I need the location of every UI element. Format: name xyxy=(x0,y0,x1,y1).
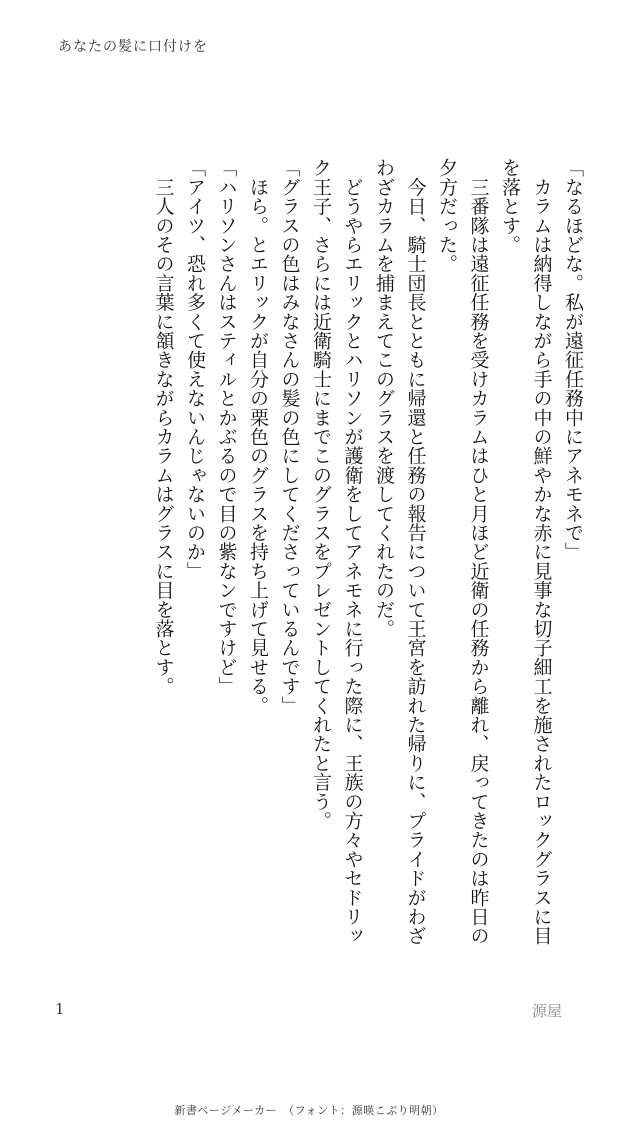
paragraph: 三人のその言葉に頷きながらカラムはグラスに目を落とす。 xyxy=(152,158,175,696)
running-title: あなたの髪に口付けを xyxy=(58,39,208,55)
paragraph: 今日、騎士団長とともに帰還と任務の報告について王宮を訪れた帰りに、プライドがわざわざカラムを捕まえてこのグラスを渡してくれたのだ。 xyxy=(373,158,427,946)
generator-credit: 新書ページメーカー （フォント：源暎こぶり明朝） xyxy=(174,1104,444,1117)
paragraph: 三番隊は遠征任務を受けカラムはひと月ほど近衛の任務から離れ、戻ってきたのは昨日の夕方だった。 xyxy=(436,158,490,946)
paragraph: ほら。とエリックが自分の栗色のグラスを持ち上げて見せる。 xyxy=(247,158,269,715)
paragraph: どうやらエリックとハリソンが護衛をしてアネモネに行った際に、王族の方々やセドリック王子、さらには近衛騎士にまでこのグラスをプレゼントしてくれたと言う。 xyxy=(310,158,364,946)
page-number: 1 xyxy=(55,1000,65,1018)
paragraph: 「なるほどな。私が遠征任務中にアネモネで」 xyxy=(562,158,584,562)
paragraph: 「アイツ、恐れ多くて使えないんじゃないのか」 xyxy=(184,158,206,581)
paragraph: カラムは納得しながら手の中の鮮やかな赤に見事な切子細工を施されたロックグラスに目を落とす。 xyxy=(499,158,553,946)
paragraph: 「グラスの色はみなさんの髪の色にしてくださっているんです」 xyxy=(278,158,301,715)
paragraph: 「ハリソンさんはスティルとかぶるので目の紫なンですけど」 xyxy=(215,158,238,696)
author-name: 源屋 xyxy=(531,1002,562,1020)
body-text xyxy=(147,158,588,958)
